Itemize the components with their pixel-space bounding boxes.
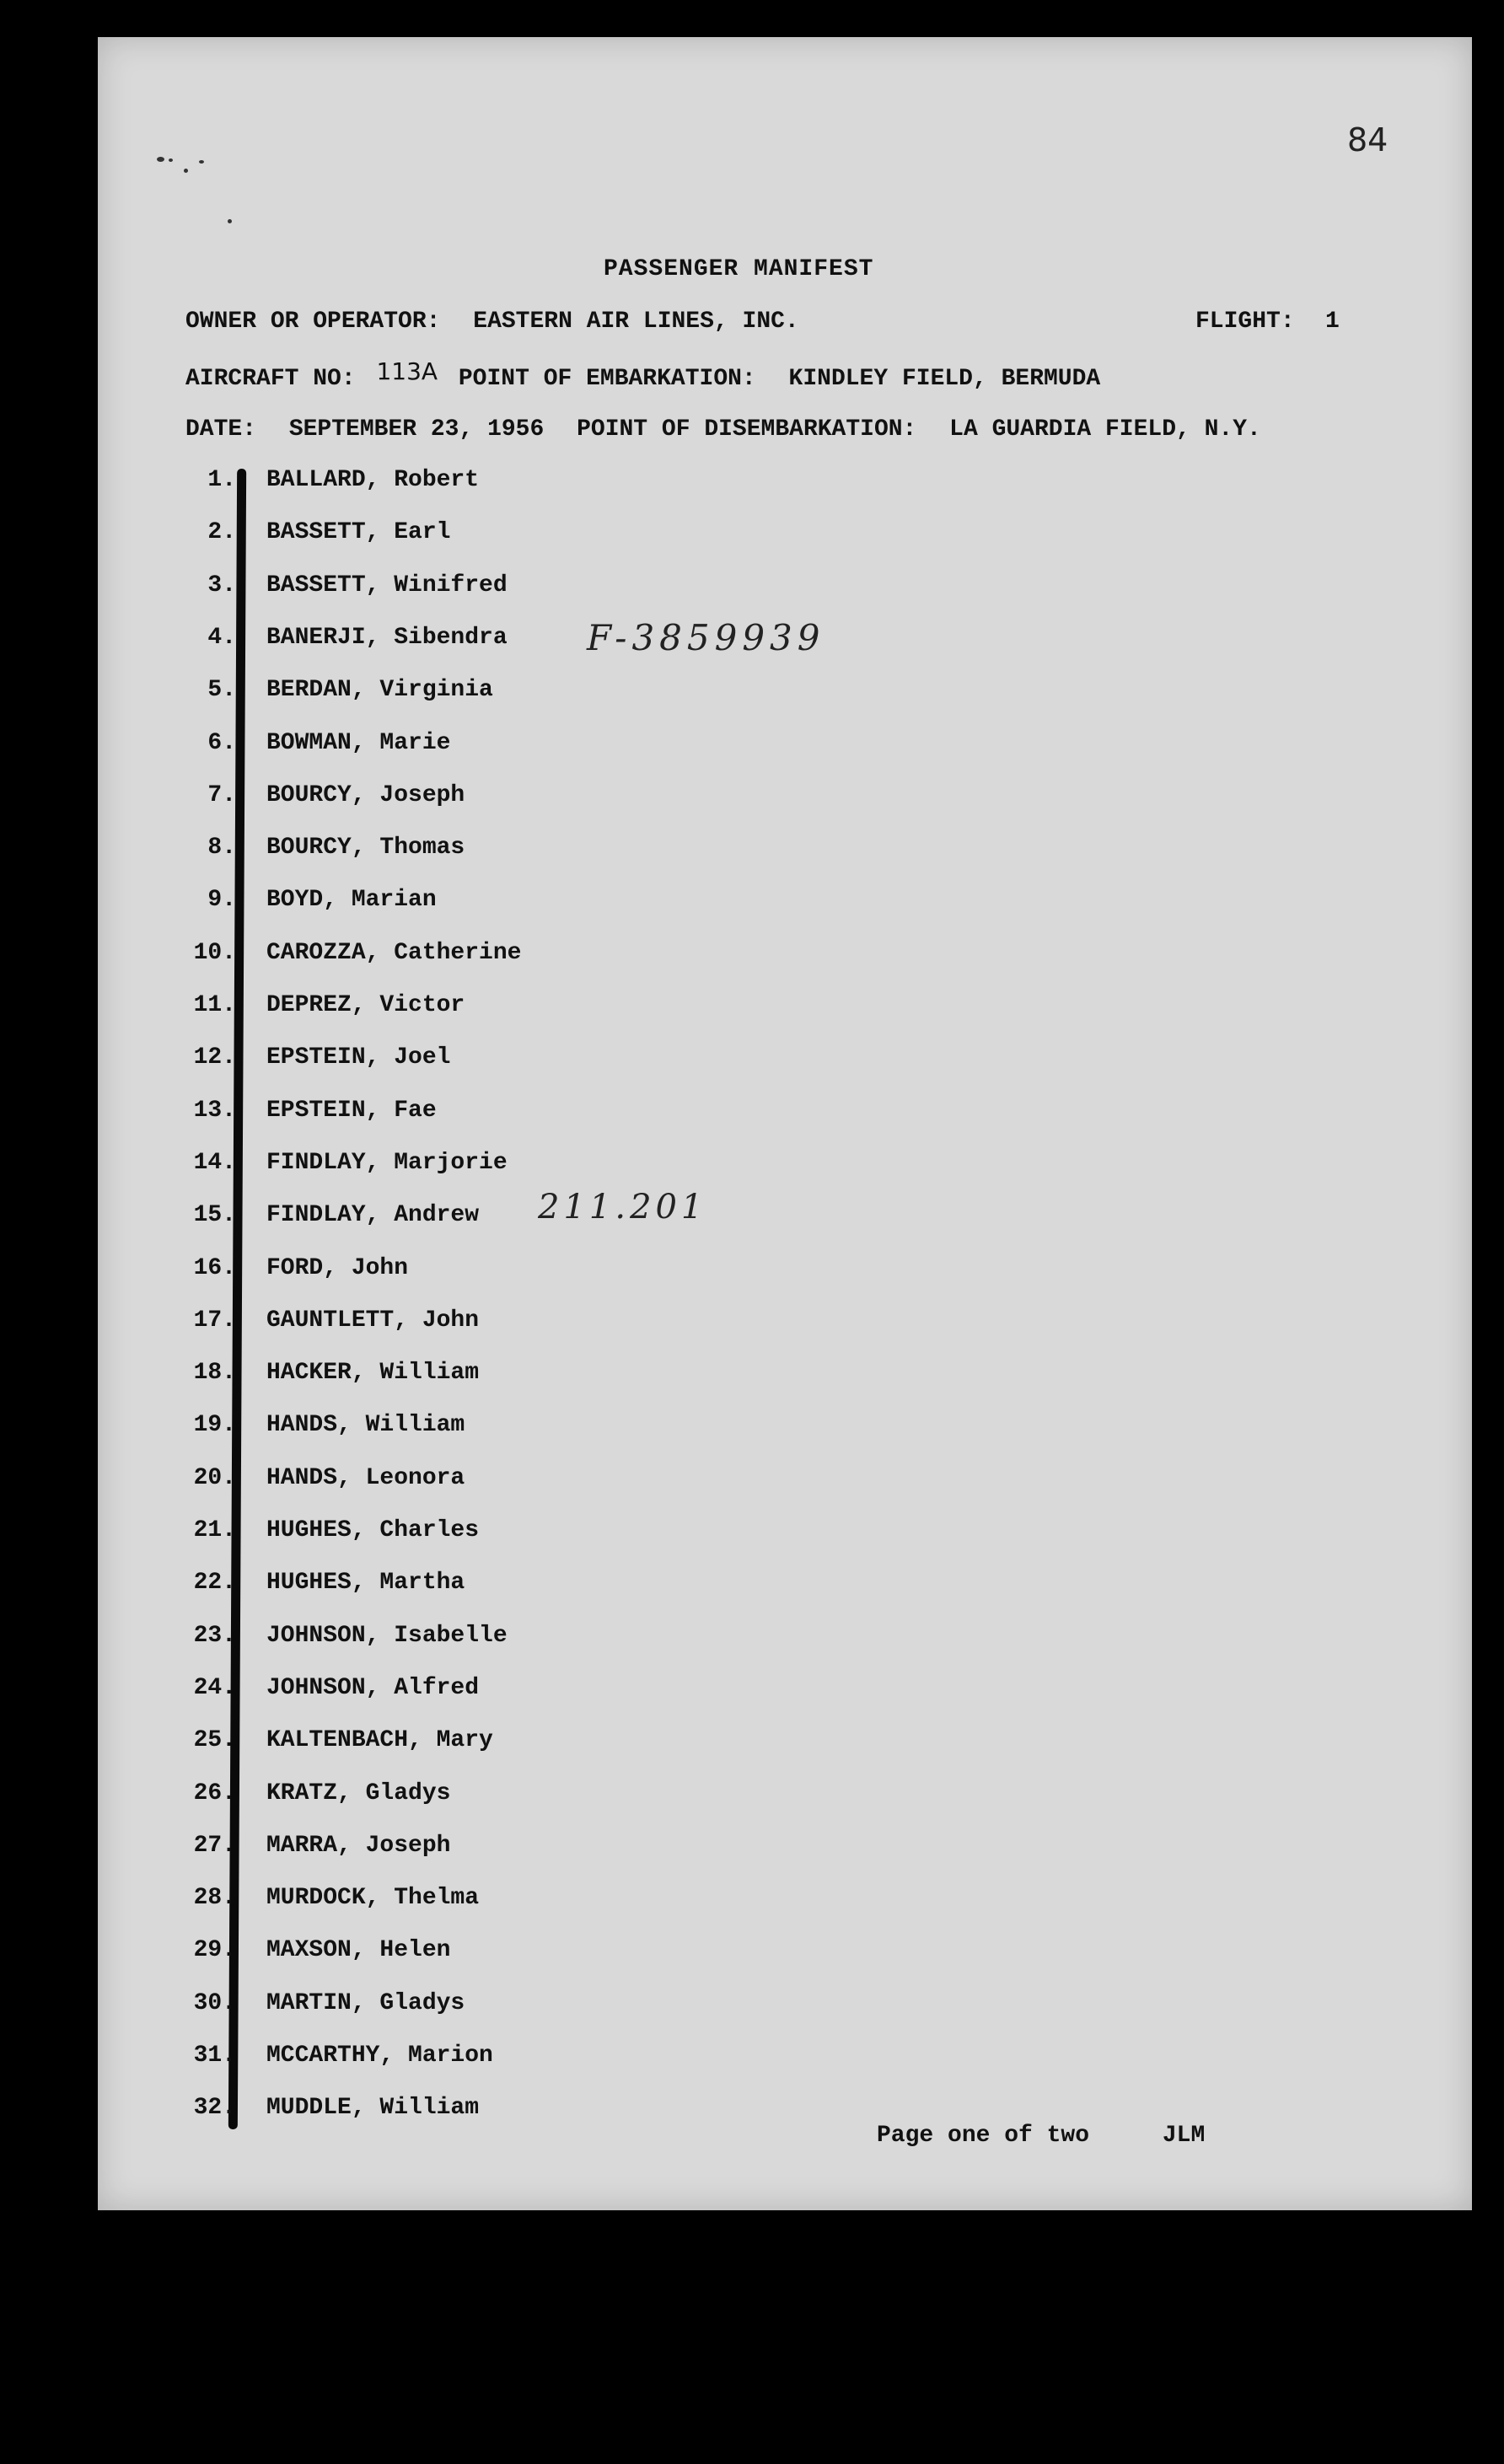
ink-speck — [228, 219, 232, 223]
passenger-number: 3. — [207, 572, 236, 599]
owner-line — [185, 309, 1340, 335]
passenger-number: 18. — [193, 1360, 236, 1387]
passenger-row — [98, 1202, 941, 1254]
passenger-row — [98, 992, 941, 1044]
passenger-name: HANDS, William — [266, 1412, 465, 1439]
passenger-row — [98, 1675, 941, 1727]
flight-label: FLIGHT: — [1195, 309, 1295, 335]
passenger-row — [98, 1833, 941, 1885]
passenger-number: 24. — [193, 1674, 236, 1701]
passenger-name: KALTENBACH, Mary — [266, 1727, 493, 1754]
handwritten-note-row4: F-3859939 — [587, 617, 825, 658]
passenger-row — [98, 940, 941, 992]
passenger-number: 25. — [193, 1727, 236, 1754]
handwritten-note-row15: 211.201 — [538, 1188, 707, 1227]
passenger-row — [98, 1570, 941, 1622]
passenger-row — [98, 1727, 941, 1780]
passenger-row — [98, 1044, 941, 1097]
passenger-number: 13. — [193, 1097, 236, 1124]
passenger-name: EPSTEIN, Fae — [266, 1097, 437, 1124]
passenger-row — [98, 1360, 941, 1412]
passenger-number: 1. — [207, 467, 236, 493]
disembark-value: LA GUARDIA FIELD, N.Y. — [949, 416, 1261, 443]
passenger-row — [98, 1623, 941, 1675]
passenger-row — [98, 519, 941, 572]
passenger-number: 17. — [193, 1307, 236, 1334]
passenger-name: HACKER, William — [266, 1360, 480, 1387]
passenger-name: EPSTEIN, Joel — [266, 1044, 451, 1071]
passenger-number: 7. — [207, 781, 236, 808]
passenger-number: 12. — [193, 1044, 236, 1071]
passenger-number: 28. — [193, 1885, 236, 1912]
passenger-row — [98, 1517, 941, 1570]
passenger-number: 8. — [207, 835, 236, 862]
passenger-number: 20. — [193, 1464, 236, 1491]
passenger-number: 23. — [193, 1622, 236, 1649]
passenger-name: BASSETT, Earl — [266, 519, 451, 546]
passenger-number: 26. — [193, 1780, 236, 1806]
passenger-row — [98, 782, 941, 835]
passenger-name: FINDLAY, Marjorie — [266, 1149, 508, 1176]
passenger-name: MCCARTHY, Marion — [266, 2043, 493, 2069]
passenger-number: 2. — [207, 519, 236, 546]
passenger-row — [98, 1937, 941, 1989]
passenger-name: CAROZZA, Catherine — [266, 939, 522, 966]
passenger-row — [98, 1098, 941, 1150]
passenger-name: BALLARD, Robert — [266, 467, 480, 493]
passenger-name: MURDOCK, Thelma — [266, 1885, 480, 1912]
passenger-row — [98, 2095, 941, 2147]
passenger-name: MARRA, Joseph — [266, 1832, 451, 1859]
passenger-number: 5. — [207, 677, 236, 704]
passenger-name: HUGHES, Charles — [266, 1517, 480, 1543]
passenger-name: DEPREZ, Victor — [266, 992, 465, 1018]
passenger-number: 10. — [193, 939, 236, 966]
passenger-number: 27. — [193, 1832, 236, 1859]
passenger-number: 14. — [193, 1149, 236, 1176]
passenger-name: BERDAN, Virginia — [266, 677, 493, 704]
embark-label: POINT OF EMBARKATION: — [458, 366, 756, 392]
passenger-number: 22. — [193, 1570, 236, 1597]
owner-value: EASTERN AIR LINES, INC. — [473, 309, 799, 335]
passenger-name: GAUNTLETT, John — [266, 1307, 480, 1334]
passenger-number: 9. — [207, 887, 236, 914]
ink-speck — [169, 158, 173, 162]
passenger-name: JOHNSON, Alfred — [266, 1674, 480, 1701]
passenger-number: 30. — [193, 1989, 236, 2016]
passenger-row — [98, 1412, 941, 1464]
owner-label: OWNER OR OPERATOR: — [185, 309, 441, 335]
ink-speck — [199, 160, 204, 164]
aircraft-line — [185, 357, 1101, 392]
passenger-name: BOURCY, Joseph — [266, 781, 465, 808]
passenger-name: MARTIN, Gladys — [266, 1989, 465, 2016]
passenger-name: BOYD, Marian — [266, 887, 437, 914]
passenger-number: 4. — [207, 624, 236, 651]
flight-value: 1 — [1325, 309, 1340, 335]
passenger-number: 11. — [193, 992, 236, 1018]
disembark-label: POINT OF DISEMBARKATION: — [577, 416, 917, 443]
passenger-name: BANERJI, Sibendra — [266, 624, 508, 651]
passenger-name: MAXSON, Helen — [266, 1937, 451, 1964]
page-number: 84 — [1347, 121, 1389, 158]
passenger-row — [98, 1990, 941, 2043]
embark-value: KINDLEY FIELD, BERMUDA — [788, 366, 1101, 392]
passenger-row — [98, 1150, 941, 1202]
passenger-name: BOURCY, Thomas — [266, 835, 465, 862]
passenger-number: 16. — [193, 1254, 236, 1281]
passenger-number: 29. — [193, 1937, 236, 1964]
ink-speck — [184, 169, 188, 173]
passenger-row — [98, 2043, 941, 2095]
passenger-row — [98, 1465, 941, 1517]
date-label: DATE: — [185, 416, 257, 443]
passenger-name: BOWMAN, Marie — [266, 729, 451, 756]
passenger-row — [98, 1885, 941, 1937]
passenger-row — [98, 730, 941, 782]
passenger-row — [98, 677, 941, 729]
passenger-name: HANDS, Leonora — [266, 1464, 465, 1491]
passenger-number: 21. — [193, 1517, 236, 1543]
aircraft-label: AIRCRAFT NO: — [185, 366, 356, 392]
manifest-page — [98, 37, 1472, 2210]
aircraft-value: 113A — [376, 357, 438, 385]
passenger-name: MUDDLE, William — [266, 2095, 480, 2122]
manifest-title: PASSENGER MANIFEST — [604, 256, 874, 282]
passenger-name: FINDLAY, Andrew — [266, 1202, 480, 1229]
passenger-row — [98, 467, 941, 519]
footer-page-text: Page one of two — [877, 2123, 1090, 2149]
passenger-number: 15. — [193, 1202, 236, 1229]
passenger-row — [98, 1255, 941, 1307]
page-footer — [877, 2123, 1205, 2149]
passenger-name: HUGHES, Martha — [266, 1570, 465, 1597]
date-value: SEPTEMBER 23, 1956 — [288, 416, 545, 443]
passenger-number: 6. — [207, 729, 236, 756]
passenger-name: KRATZ, Gladys — [266, 1780, 451, 1806]
passenger-number: 31. — [193, 2043, 236, 2069]
passenger-name: FORD, John — [266, 1254, 409, 1281]
passenger-name: BASSETT, Winifred — [266, 572, 508, 599]
passenger-name: JOHNSON, Isabelle — [266, 1622, 508, 1649]
passenger-row — [98, 887, 941, 939]
passenger-number: 19. — [193, 1412, 236, 1439]
ink-speck — [157, 157, 164, 162]
passenger-number: 32. — [193, 2095, 236, 2122]
date-line — [185, 416, 1261, 443]
passenger-row — [98, 1780, 941, 1833]
footer-initials: JLM — [1162, 2123, 1206, 2149]
passenger-row — [98, 1307, 941, 1360]
passenger-row — [98, 835, 941, 887]
